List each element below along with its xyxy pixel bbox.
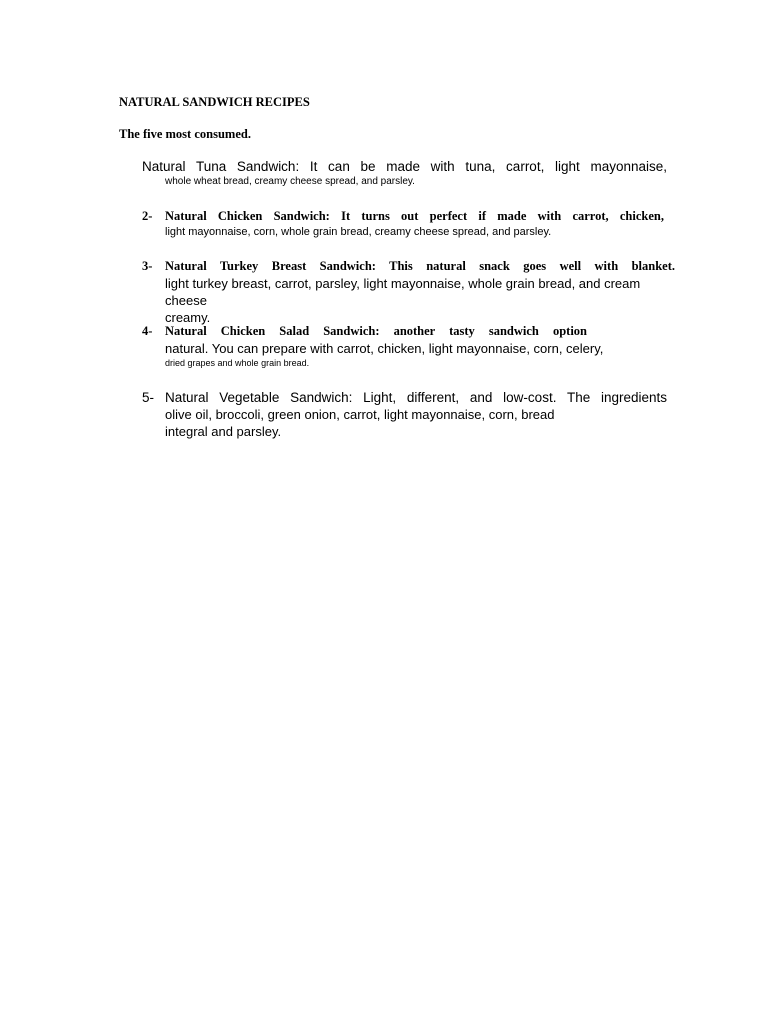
recipe-number: 3- — [142, 259, 153, 273]
recipe-lead-line — [142, 208, 664, 225]
recipe-lead: Natural Turkey Breast Sandwich: This natural snack goes well with blanket. — [165, 259, 675, 273]
recipe-lead: Natural Chicken Sandwich: It turns out perfect if made with carrot, chicken, — [165, 209, 664, 223]
recipe-continuation: dried grapes and whole grain bread. — [165, 358, 310, 368]
recipe-continuation: natural. You can prepare with carrot, chicken, light mayonnaise, corn, celery, — [165, 341, 604, 356]
recipe-lead: Natural Chicken Salad Sandwich: another tasty sandwich option — [165, 324, 587, 338]
recipe-number: 5- — [142, 390, 155, 405]
recipe-lead-line — [142, 389, 667, 406]
recipe-item — [142, 389, 667, 440]
recipe-continuation: creamy. — [165, 310, 211, 325]
recipe-continuation: integral and parsley. — [165, 424, 282, 439]
recipe-lead: Natural Tuna Sandwich: It can be made with tuna, carrot, light mayonnaise, — [142, 159, 667, 174]
recipe-continuation: light mayonnaise, corn, whole grain bread, creamy cheese spread, and parsley. — [165, 226, 552, 238]
document-title: NATURAL SANDWICH RECIPES — [119, 95, 310, 109]
recipe-lead-line — [142, 323, 587, 340]
recipe-number: 2- — [142, 209, 153, 223]
recipe-number: 4- — [142, 324, 153, 338]
recipe-lead-line — [142, 258, 675, 275]
document-subtitle: The five most consumed. — [119, 127, 251, 141]
recipe-item — [142, 258, 675, 326]
recipe-continuation: whole wheat bread, creamy cheese spread, and parsley. — [165, 176, 415, 187]
recipe-item — [142, 323, 604, 370]
recipe-continuation: light turkey breast, carrot, parsley, light mayonnaise, whole grain bread, and cream cheese — [165, 276, 641, 308]
recipe-continuation: olive oil, broccoli, green onion, carrot, light mayonnaise, corn, bread — [165, 407, 555, 422]
recipe-lead: Natural Vegetable Sandwich: Light, different, and low-cost. The ingredients — [165, 390, 667, 405]
recipe-item — [142, 208, 664, 240]
recipe-item — [142, 158, 667, 189]
